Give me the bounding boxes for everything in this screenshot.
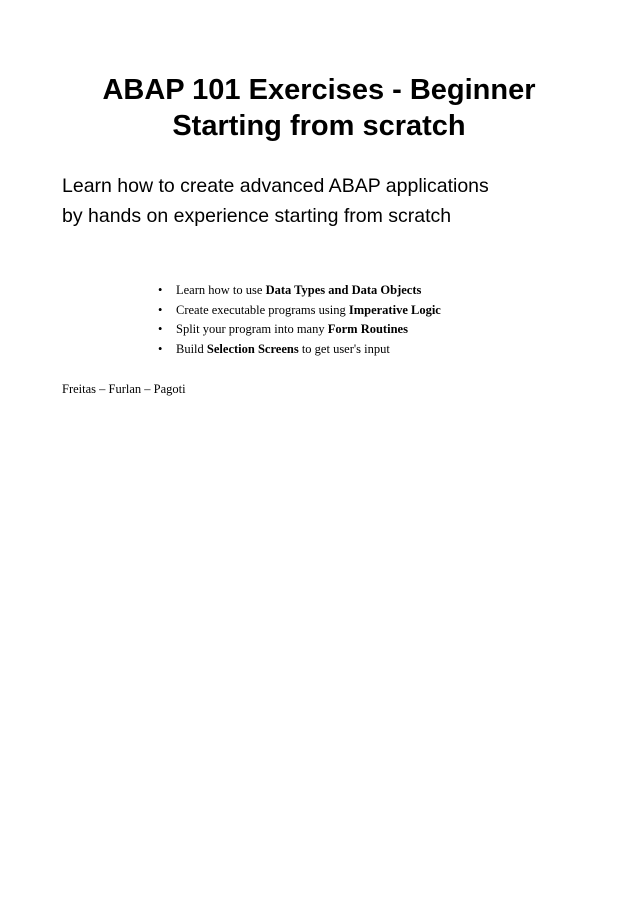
feature-text: Learn how to use bbox=[176, 283, 266, 297]
feature-text: Build bbox=[176, 341, 207, 356]
feature-item bbox=[158, 320, 441, 340]
bullet-icon: • bbox=[158, 341, 163, 356]
feature-highlight: Data Types and Data Objects bbox=[265, 283, 422, 297]
feature-text: Create executable programs using bbox=[176, 302, 349, 317]
feature-item bbox=[158, 281, 441, 301]
feature-list bbox=[158, 281, 441, 359]
subtitle-line: Learn how to create advanced ABAP applications bbox=[62, 175, 489, 197]
title-line: Starting from scratch bbox=[172, 110, 466, 142]
feature-highlight: Imperative Logic bbox=[348, 302, 441, 317]
feature-text: to get user's input bbox=[298, 341, 390, 356]
bullet-icon: • bbox=[158, 283, 163, 297]
feature-text: Split your program into many bbox=[176, 322, 328, 336]
feature-item bbox=[158, 301, 441, 321]
bullet-icon: • bbox=[158, 322, 163, 336]
subtitle-line: by hands on experience starting from scratch bbox=[62, 205, 452, 227]
feature-highlight: Selection Screens bbox=[206, 341, 299, 356]
feature-highlight: Form Routines bbox=[327, 322, 408, 336]
title-line: ABAP 101 Exercises - Beginner bbox=[102, 74, 536, 106]
feature-item bbox=[158, 340, 441, 360]
document-title bbox=[0, 72, 638, 144]
bullet-icon: • bbox=[158, 302, 163, 317]
authors-line: Freitas – Furlan – Pagoti bbox=[62, 382, 186, 396]
document-subtitle bbox=[62, 171, 622, 231]
